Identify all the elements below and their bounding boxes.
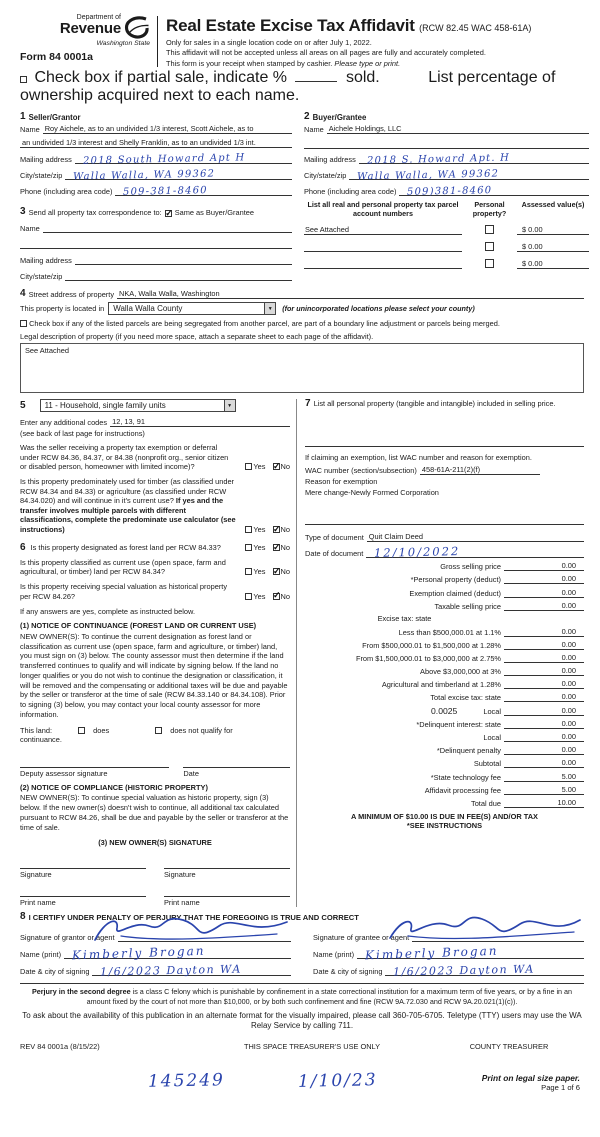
deputy-signature-line[interactable] — [20, 758, 169, 768]
new-owner-signature-row: Signature Signature — [20, 859, 290, 879]
amount-line: 0.00 — [504, 719, 584, 729]
personal-property-col-header: Personal property? — [472, 200, 507, 218]
partial-sale-percent-line[interactable] — [295, 74, 337, 82]
minimum-fee-note: A MINIMUM OF $10.00 IS DUE IN FEE(S) AND/OR TAX — [351, 811, 538, 821]
section-2-title: Buyer/Grantee — [312, 113, 367, 123]
section-1-number: 1 — [20, 111, 26, 123]
certification-section — [20, 911, 584, 979]
deputy-date-label: Date — [183, 768, 199, 778]
accessibility-notice: To ask about the availability of this publication in an alternate format for the visually impaired, please call 360-705-6705. Teletype (TTY) users may use the WA Relay Service by calling 711. — [22, 1010, 582, 1031]
section-2-number: 2 — [304, 111, 310, 123]
segregated-checkbox[interactable] — [20, 320, 27, 327]
current-use-yes-no: Yes ✓ No — [240, 567, 290, 577]
form-subtitle — [166, 38, 584, 69]
does-not-checkbox[interactable] — [155, 727, 162, 734]
grantor-date-label: Date & city of signing — [20, 967, 90, 977]
buyer-mailing-line[interactable] — [359, 152, 589, 167]
grantee-signature-block — [313, 925, 584, 979]
dropdown-arrow-icon: ▼ — [224, 400, 235, 411]
exemption-question: Was the seller receiving a property tax exemption or deferral under RCW 84.36, 84.37, or 84.38 (nonprofit org., senior citizen or disabled person, homeowner with limited income)? — [20, 443, 229, 472]
perjury-notice: Perjury in the second degree is a class C felony which is punishable by confinement in a state correctional institution for a maximum term of five years, or by a fine in an amount fixed by the court of not more than $10,000, or by both such confinement and fine (RCW 9A.72.030 and RCW 9A.20.021(1)(c)). — [20, 983, 584, 1006]
buyer-mailing-label: Mailing address — [304, 155, 356, 165]
continuance-word: continuance. — [20, 734, 62, 744]
grantee-name-label: Name (print) — [313, 950, 355, 960]
no-checkbox-checked[interactable]: ✓ — [273, 541, 281, 552]
section-8-number: 8 — [20, 911, 26, 923]
page-number: Page 1 of 6 — [541, 1082, 580, 1092]
correspondence-name-line[interactable] — [43, 224, 292, 233]
assessed-value: $ 0.00 — [517, 259, 589, 269]
partial-sale-label: Check box if partial sale, indicate % — [34, 69, 288, 87]
agency-revenue: Revenue — [59, 20, 121, 38]
seller-city-handwriting: Walla Walla, WA 99362 — [73, 168, 216, 183]
grantee-signature-line[interactable] — [412, 933, 584, 942]
seller-phone-handwriting: 509-381-8460 — [123, 185, 209, 198]
county-note: (for unincorporated locations please select your county) — [282, 304, 475, 314]
amount-line: 0.00 — [504, 666, 584, 676]
seller-mailing-label: Mailing address — [20, 155, 72, 165]
amount-line: 0.00 — [504, 561, 584, 571]
subtitle-line-3: This form is your receipt when stamped by cashier. Please type or print. — [166, 58, 401, 68]
buyer-city-label: City/state/zip — [304, 171, 347, 181]
correspondence-extra-line[interactable] — [20, 240, 292, 249]
reason-extra-line[interactable] — [305, 511, 584, 525]
street-address-line[interactable]: NKA, Walla Walla, Washington — [117, 290, 584, 299]
grantor-date-handwriting: 1/6/2023 Dayton WA — [100, 962, 243, 979]
section-3-number: 3 — [20, 206, 26, 218]
seller-city-label: City/state/zip — [20, 171, 63, 181]
grantee-date-label: Date & city of signing — [313, 967, 383, 977]
personal-property-checkbox[interactable] — [485, 259, 494, 268]
form-footer — [20, 1042, 584, 1051]
amount-line: 5.00 — [504, 785, 584, 795]
parcel-row — [304, 225, 589, 235]
subtitle-line-1: Only for sales in a single location code on or after July 1, 2022. — [166, 38, 372, 47]
seller-phone-line[interactable] — [115, 187, 292, 196]
legal-description-box[interactable]: See Attached — [20, 343, 584, 393]
owner-signature-line[interactable] — [164, 859, 290, 869]
grantor-date-line[interactable] — [92, 962, 291, 979]
county-select[interactable]: Walla Walla County ▼ — [108, 302, 276, 315]
amount-line: 0.00 — [504, 706, 584, 716]
personal-property-checkbox[interactable] — [485, 242, 494, 251]
grantor-name-line[interactable] — [64, 944, 291, 963]
amount-line: 0.00 — [504, 574, 584, 584]
form-header — [20, 14, 584, 69]
notice-continuance-title: (1) NOTICE OF CONTINUANCE (FOREST LAND OR CURRENT USE) — [20, 621, 257, 631]
exemption-note: If claiming an exemption, list WAC number and reason for exemption. — [305, 453, 532, 463]
assessed-value: $ 0.00 — [517, 225, 589, 235]
parcel-number-line[interactable] — [304, 260, 462, 269]
grantee-name-line[interactable] — [357, 944, 584, 963]
located-in-label: This property is located in — [20, 304, 105, 314]
segregated-label: Check box if any of the listed parcels are being segregated from another parcel, are part of a boundary line adjustment or parcels being merged. — [29, 319, 500, 329]
amount-line: 0.00 — [504, 745, 584, 755]
treasurer-use-label: THIS SPACE TREASURER'S USE ONLY — [243, 1041, 381, 1051]
parcel-row — [304, 242, 589, 252]
checkmark-icon: ✓ — [165, 207, 173, 218]
correspondence-city-label: City/state/zip — [20, 272, 63, 282]
correspondence-mailing-label: Mailing address — [20, 256, 72, 266]
parcel-table — [304, 201, 589, 269]
historic-question: Is this property receiving special valuation as historical property per RCW 84.26? — [20, 581, 228, 601]
grantor-name-label: Name (print) — [20, 950, 62, 960]
deputy-date-line[interactable] — [183, 758, 290, 768]
amount-line: 0.00 — [504, 640, 584, 650]
yes-checkbox[interactable] — [245, 568, 252, 575]
seller-name-line2[interactable]: an undivided 1/3 interest and Shelly Franklin, as to an undivided 1/3 int. — [20, 139, 292, 148]
excise-tax-table: Gross selling price 0.00 *Personal property (deduct) 0.00 Exemption claimed (deduct) 0.00 Taxable selling price 0.00 Excise tax: state Less than $500,000.01 at 1.1% 0.00 From $500,000.01 to $1,500,000 at 1.28% 0.00 From $1,500,000.01 to $3,000,000 at 2.75% 0.00 Above $3,000,000 at 3% 0.00 Agricultural and timberland at 1.28% 0.00 Total excise tax: state 0.00 0.0025 Local 0.00 *Delinquent interest: state 0.00 Local 0.00 *Delinquent penalty 0.00 Subtotal 0.00 *State technology fee 5.00 Affidavit processing fee 5.00 Total due 10.00 — [305, 561, 584, 808]
notice-compliance-title: (2) NOTICE OF COMPLIANCE (HISTORIC PROPERTY) — [20, 782, 208, 792]
doc-date-label: Date of document — [305, 549, 364, 559]
amount-line: 0.00 — [504, 732, 584, 742]
dropdown-arrow-icon: ▼ — [264, 303, 275, 314]
print-legal-note: Print on legal size paper. — [481, 1072, 580, 1083]
treasurer-stamp-area — [20, 1057, 584, 1137]
if-yes-note: If any answers are yes, complete as instructed below. — [20, 607, 195, 617]
seller-name-label: Name — [20, 125, 40, 135]
grantee-name-handwriting: Kimberly Brogan — [364, 944, 499, 963]
grantee-signature-label: Signature of grantee or agent — [313, 933, 410, 943]
grantor-signature-label: Signature of grantor or agent — [20, 933, 115, 943]
notice-continuance-body: NEW OWNER(S): To continue the current designation as forest land or classification as current use (open space, farm and agriculture, or timber) land, you must sign on (3) below. The county assessor must then determine if the land transferred continues to qualify and will indicate by signing below. If the land no longer qualifies or you do not wish to continue the designation or classification, it will be removed and the compensating or additional taxes will be due and payable by the seller or transferor at the time of sale (RCW 84.33.140 or 84.34.108). Prior to signing (3) below, you may contact your local county assessor for more information. — [20, 631, 288, 719]
street-address-label: Street address of property — [28, 290, 115, 300]
buyer-city-handwriting: Walla Walla, WA 99362 — [357, 168, 500, 183]
grantor-signature-block — [20, 925, 291, 979]
yes-checkbox[interactable] — [245, 463, 252, 470]
exemption-yes-no: Yes ✓ No — [240, 462, 290, 472]
tax-computation-column — [296, 399, 584, 907]
owner-printname-line[interactable] — [164, 887, 290, 897]
amount-line: 0.00 — [504, 627, 584, 637]
legal-description-label: Legal description of property (if you need more space, attach a separate sheet to each page of the affidavit). — [20, 332, 374, 342]
yes-checkbox[interactable] — [245, 544, 252, 551]
doc-type-label: Type of document — [305, 533, 364, 543]
parcel-number-line[interactable]: See Attached — [304, 226, 462, 235]
correspondence-city-line[interactable] — [65, 272, 292, 281]
amount-line: 0.00 — [504, 692, 584, 702]
yes-checkbox[interactable] — [245, 593, 252, 600]
wac-number-line[interactable]: 458-61A-211(2)(f) — [420, 466, 540, 475]
correspondence-name-label: Name — [20, 224, 40, 234]
buyer-city-line[interactable] — [349, 168, 589, 183]
use-classification-column — [20, 399, 296, 907]
certify-statement: I CERTIFY UNDER PENALTY OF PERJURY THAT THE FOREGOING IS TRUE AND CORRECT — [28, 913, 359, 923]
parcel-number-line[interactable] — [304, 243, 462, 252]
additional-codes-line[interactable]: 12, 13, 91 — [110, 418, 290, 427]
amount-line: 0.00 — [504, 588, 584, 598]
buyer-grantee-section — [304, 112, 589, 281]
correspondence-mailing-line[interactable] — [75, 256, 292, 265]
doc-type-line[interactable]: Quit Claim Deed — [367, 533, 584, 542]
agency-state: Washington State — [96, 40, 150, 47]
county-treasurer-label: COUNTY TREASURER — [469, 1041, 549, 1051]
yes-checkbox[interactable] — [245, 526, 252, 533]
grantor-name-handwriting: Kimberly Brogan — [71, 944, 206, 963]
section-1-title: Seller/Grantor — [28, 113, 81, 123]
timber-question: Is this property predominately used for timber (as classified under RCW 84.34 and 84.33) or agriculture (as classified under RCW 84.34.020) and will continue in it's current use? If yes and the transfer involves multiple parcels with different classifications, complete the predominate use calculator (see instructions) — [20, 476, 236, 535]
section-3 — [20, 207, 292, 217]
buyer-phone-line[interactable] — [399, 187, 589, 196]
land-qualify-row: This land: does does not qualify for — [20, 725, 233, 735]
seller-mailing-handwriting: 2018 South Howard Apt H — [82, 152, 246, 167]
type-or-print-note: Please type or print. — [334, 58, 401, 68]
form-title-rcw: (RCW 82.45 WAC 458-61A) — [419, 23, 532, 33]
buyer-mailing-handwriting: 2018 S. Howard Apt. H — [366, 152, 510, 167]
local-rate: 0.0025 — [431, 705, 458, 716]
section-3-label: Send all property tax correspondence to: — [28, 208, 162, 218]
same-as-buyer-checkbox[interactable] — [165, 207, 173, 218]
partial-sale-checkbox[interactable] — [20, 76, 27, 83]
new-owner-printname-row: Print name Print name — [20, 887, 290, 907]
section-5-number: 5 — [20, 399, 26, 411]
personal-property-checkbox[interactable] — [485, 225, 494, 234]
buyer-name-line[interactable]: Aichele Holdings, LLC — [327, 125, 589, 134]
partial-sale-row — [20, 69, 584, 105]
parcel-row — [304, 259, 589, 269]
grantee-date-line[interactable] — [385, 962, 584, 979]
partial-sale-suffix: sold. — [345, 69, 380, 87]
property-location-section — [20, 289, 584, 393]
see-instructions-note: *SEE INSTRUCTIONS — [406, 820, 483, 830]
owner-printname-line[interactable] — [20, 887, 146, 897]
seller-mailing-line[interactable] — [75, 152, 292, 167]
amount-line: 5.00 — [504, 772, 584, 782]
wac-number-label: WAC number (section/subsection) — [305, 466, 417, 476]
forest-yes-no: Yes ✓ No — [240, 543, 290, 553]
seller-grantor-section — [20, 112, 292, 281]
personal-property-label: List all personal property (tangible and intangible) included in selling price. — [313, 399, 556, 409]
receipt-number-handwriting: 145249 — [147, 1069, 226, 1092]
header-divider — [157, 16, 158, 67]
forest-land-question: 6 Is this property designated as forest land per RCW 84.33? — [20, 541, 221, 553]
no-checkbox-checked[interactable]: ✓ — [273, 565, 281, 576]
current-use-question: Is this property classified as current use (open space, farm and agricultural, or timber) land per RCW 84.34? — [20, 557, 226, 577]
doc-date-handwriting: 12/10/2022 — [374, 544, 461, 560]
form-title: Real Estate Excise Tax Affidavit — [166, 16, 415, 35]
land-use-code-select[interactable]: 11 - Household, single family units ▼ — [40, 399, 236, 412]
personal-property-line[interactable] — [305, 423, 584, 447]
same-as-buyer-label: Same as Buyer/Grantee — [174, 208, 254, 218]
historic-yes-no: Yes ✓ No — [240, 592, 290, 602]
assessed-value-col-header: Assessed value(s) — [521, 200, 585, 210]
reason-exemption-value: Mere change-Newly Formed Corporation — [305, 488, 439, 498]
agency-dept: Department of — [76, 14, 121, 21]
grantee-date-handwriting: 1/6/2023 Dayton WA — [393, 962, 536, 979]
seller-city-line[interactable] — [65, 168, 292, 183]
receipt-date-handwriting: 1/10/23 — [297, 1069, 378, 1092]
assessed-value: $ 0.00 — [517, 242, 589, 252]
ownership-note: List percentage of ownership acquired next to each name. — [20, 69, 556, 105]
amount-line: 10.00 — [504, 798, 584, 808]
amount-line: 0.00 — [504, 601, 584, 611]
amount-line: 0.00 — [504, 679, 584, 689]
deputy-assessor-row — [20, 758, 290, 778]
doc-date-line[interactable] — [366, 544, 584, 560]
form-number: Form 84 0001a — [20, 51, 93, 63]
reason-exemption-label: Reason for exemption — [305, 477, 378, 487]
amount-line: 0.00 — [504, 758, 584, 768]
does-checkbox[interactable] — [78, 727, 85, 734]
buyer-phone-label: Phone (including area code) — [304, 187, 397, 197]
no-checkbox-checked[interactable]: ✓ — [273, 590, 281, 601]
seller-phone-label: Phone (including area code) — [20, 187, 113, 197]
subtitle-line-2: This affidavit will not be accepted unless all areas on all pages are fully and accurately completed. — [166, 48, 486, 58]
excise-tax-state-header: Excise tax: state — [377, 614, 432, 624]
buyer-name-line2[interactable] — [304, 140, 589, 149]
seller-name-line1[interactable]: Roy Aichele, as to an undivided 1/3 interest, Scott Aichele, as to — [43, 125, 292, 134]
no-checkbox-checked[interactable]: ✓ — [273, 460, 281, 471]
new-owners-signature-title: (3) NEW OWNER(S) SIGNATURE — [98, 838, 212, 848]
rev-form-number: REV 84 0001a (8/15/22) — [20, 1041, 100, 1051]
parcel-col-header: List all real and personal property tax parcel account numbers — [307, 200, 459, 218]
revenue-logo-icon — [123, 15, 150, 40]
amount-line: 0.00 — [504, 653, 584, 663]
buyer-name-label: Name — [304, 125, 324, 135]
notice-compliance-body: NEW OWNER(S): To continue special valuation as historic property, sign (3) below. If the new owner(s) doesn't wish to continue, all additional tax calculated pursuant to RCW 84.26, shall be due and payable by the seller or transferor at the time of sale. — [20, 793, 289, 832]
deputy-signature-label: Deputy assessor signature — [20, 768, 108, 778]
additional-codes-label: Enter any additional codes — [20, 418, 108, 428]
buyer-phone-handwriting: 509)381-8460 — [407, 185, 493, 198]
no-checkbox-checked[interactable]: ✓ — [273, 523, 281, 534]
agency-block — [20, 14, 150, 69]
timber-yes-no: Yes ✓ No — [240, 525, 290, 535]
codes-note: (see back of last page for instructions) — [20, 429, 145, 439]
owner-signature-line[interactable] — [20, 859, 146, 869]
section-7-number: 7 — [305, 398, 311, 410]
section-4-number: 4 — [20, 288, 26, 300]
grantor-signature-line[interactable] — [118, 933, 292, 942]
